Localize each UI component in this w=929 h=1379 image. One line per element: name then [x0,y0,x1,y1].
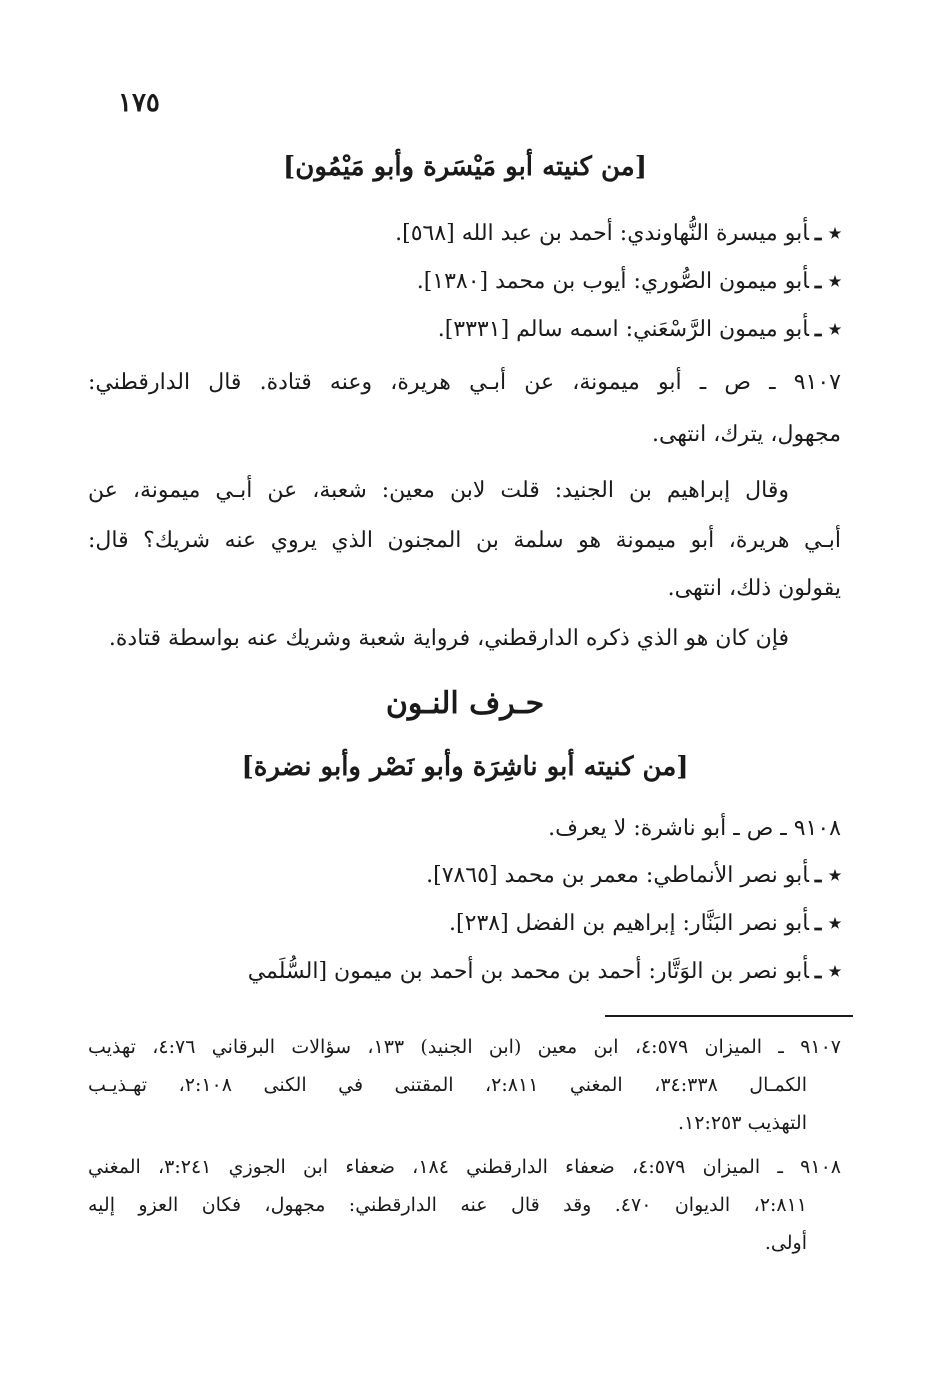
list-item-text: أبو ميمون الرَّسْعَني: اسمه سالم [٣٣٣١]. [437,317,809,342]
list-item [395,220,841,246]
entry-9107-line1: ٩١٠٧ ـ ص ـ أبو ميمونة، عن أبـي هريرة، وعنه قتادة. قال الدارقطني: [88,370,841,395]
list-item [449,910,841,936]
footnote-9108-line1: ٩١٠٨ ـ الميزان ٤:٥٧٩، ضعفاء الدارقطني ١٨٤، ضعفاء ابن الجوزي ٣:٢٤١، المغني [88,1156,841,1178]
list-item-text: أبو ميسرة النُّهاوندي: أحمد بن عبد الله [٥٦٨]. [395,221,809,246]
page-number: ١٧٥ [118,88,160,118]
section-heading-maysara: [من كنيته أبو مَيْسَرة وأبو مَيْمُون] [282,152,648,182]
footnote-9108-line2: ٢:٨١١، الديوان ٤٧٠. وقد قال عنه الدارقطني: مجهول، فكان العزو إليه [88,1194,807,1216]
footnote-9107-line3: التهذيب ١٢:٢٥٣. [677,1112,807,1134]
footnote-9108-line3: أولى. [764,1232,807,1254]
list-item-text: أبو ميمون الصُّوري: أيوب بن محمد [١٣٨٠]. [416,269,809,294]
list-item [248,958,841,984]
star-icon: ٭ ـ [814,910,841,936]
list-item-text: أبو نصر البَنَّار: إبراهيم بن الفضل [٢٣٨]. [449,911,809,936]
star-icon: ٭ ـ [814,958,841,984]
chapter-heading-nun: حـرف النـون [385,686,545,721]
paragraph-junaid-line1: وقال إبراهيم بن الجنيد: قلت لابن معين: شعبة، عن أبـي ميمونة، عن [88,478,789,503]
entry-9107-line2: مجهول، يترك، انتهى. [651,422,841,447]
star-icon: ٭ ـ [814,268,841,294]
star-icon: ٭ ـ [814,862,841,888]
paragraph-fain: فإن كان هو الذي ذكره الدارقطني، فرواية شعبة وشريك عنه بواسطة قتادة. [108,626,789,651]
paragraph-junaid-line3: يقولون ذلك، انتهى. [667,576,841,601]
star-icon: ٭ ـ [814,220,841,246]
list-item [426,862,841,888]
paragraph-junaid-line2: أبـي هريرة، أبو ميمونة هو سلمة بن المجنون الذي يروي عنه شريك؟ قال: [88,528,841,553]
section-heading-nashira: [من كنيته أبو ناشِرَة وأبو نَصْر وأبو نضرة] [241,752,689,782]
list-item [417,268,841,294]
footnote-divider [605,1015,853,1017]
footnote-9107-line2: الكمـال ٣٤:٣٣٨، المغني ٢:٨١١، المقتنى في الكنى ٢:١٠٨، تهـذيـب [88,1074,807,1096]
footnote-9107-line1: ٩١٠٧ ـ الميزان ٤:٥٧٩، ابن معين (ابن الجنيد) ١٣٣، سؤالات البرقاني ٤:٧٦، تهذيب [88,1036,842,1058]
list-item-text: أبو نصر بن الوَتَّار: أحمد بن محمد بن أحمد بن ميمون [السُّلَمي [247,959,809,984]
list-item-text: أبو نصر الأنماطي: معمر بن محمد [٧٨٦٥]. [426,863,809,888]
entry-9108: ٩١٠٨ ـ ص ـ أبو ناشرة: لا يعرف. [548,816,841,841]
star-icon: ٭ ـ [814,316,841,342]
list-item [438,316,841,342]
